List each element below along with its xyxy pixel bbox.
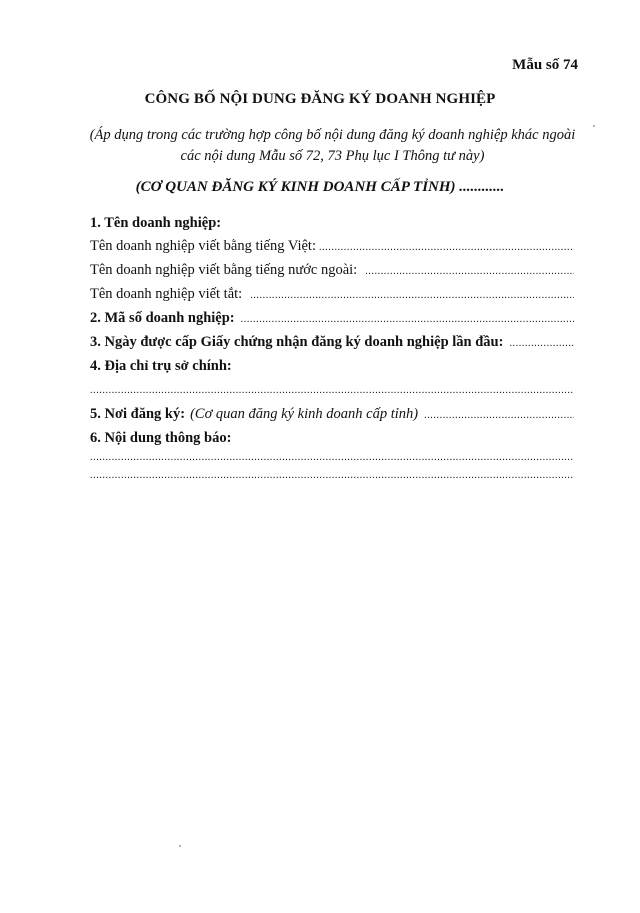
first-issue-date-label: 3. Ngày được cấp Giấy chứng nhận đăng ký doanh nghiệp lần đầu:: [90, 334, 504, 350]
form-number: Mẫu số 74: [512, 57, 578, 73]
notice-content-blank-1[interactable]: [90, 452, 574, 463]
section-1-heading: [90, 215, 574, 232]
vietnamese-name-blank[interactable]: [319, 242, 574, 253]
document-subtitle: (Áp dụng trong các trường hợp công bố nội dung đăng ký doanh nghiệp khác ngoài các nội dung Mẫu số 72, 73 Phụ lục I Thông tư này): [89, 127, 576, 164]
enterprise-code-blank[interactable]: [241, 314, 574, 325]
registration-place-label: 5. Nơi đăng ký:: [90, 406, 186, 422]
registration-place-field[interactable]: [90, 406, 574, 423]
section-1-heading-text: 1. Tên doanh nghiệp:: [90, 215, 222, 231]
enterprise-code-label: 2. Mã số doanh nghiệp:: [90, 310, 235, 326]
foreign-name-field[interactable]: [90, 262, 574, 279]
vietnamese-name-label: Tên doanh nghiệp viết bằng tiếng Việt:: [90, 238, 316, 254]
scan-speck: [179, 845, 181, 847]
first-issue-date-field[interactable]: [90, 334, 574, 351]
abbreviated-name-field[interactable]: [90, 286, 574, 303]
head-office-address-blank[interactable]: [90, 385, 574, 396]
foreign-name-blank[interactable]: [365, 266, 574, 277]
agency-line: (CƠ QUAN ĐĂNG KÝ KINH DOANH CẤP TỈNH) ............: [135, 179, 505, 195]
first-issue-date-blank[interactable]: [509, 338, 574, 349]
foreign-name-label: Tên doanh nghiệp viết bằng tiếng nước ngoài:: [90, 262, 358, 278]
enterprise-code-field[interactable]: [90, 310, 574, 327]
head-office-address-label: 4. Địa chỉ trụ sở chính:: [90, 358, 232, 374]
scan-speck: [593, 125, 595, 127]
vietnamese-name-field[interactable]: [90, 238, 574, 255]
head-office-address-heading: [90, 358, 574, 375]
abbreviated-name-label: Tên doanh nghiệp viết tắt:: [90, 286, 243, 302]
document-title: CÔNG BỐ NỘI DUNG ĐĂNG KÝ DOANH NGHIỆP: [144, 91, 496, 107]
notice-content-blank-2[interactable]: [90, 470, 574, 481]
registration-place-blank[interactable]: [424, 410, 574, 421]
registration-place-note: (Cơ quan đăng ký kinh doanh cấp tỉnh): [190, 406, 419, 422]
abbreviated-name-blank[interactable]: [250, 290, 574, 301]
notice-content-heading: [90, 430, 574, 447]
notice-content-label: 6. Nội dung thông báo:: [90, 430, 232, 446]
